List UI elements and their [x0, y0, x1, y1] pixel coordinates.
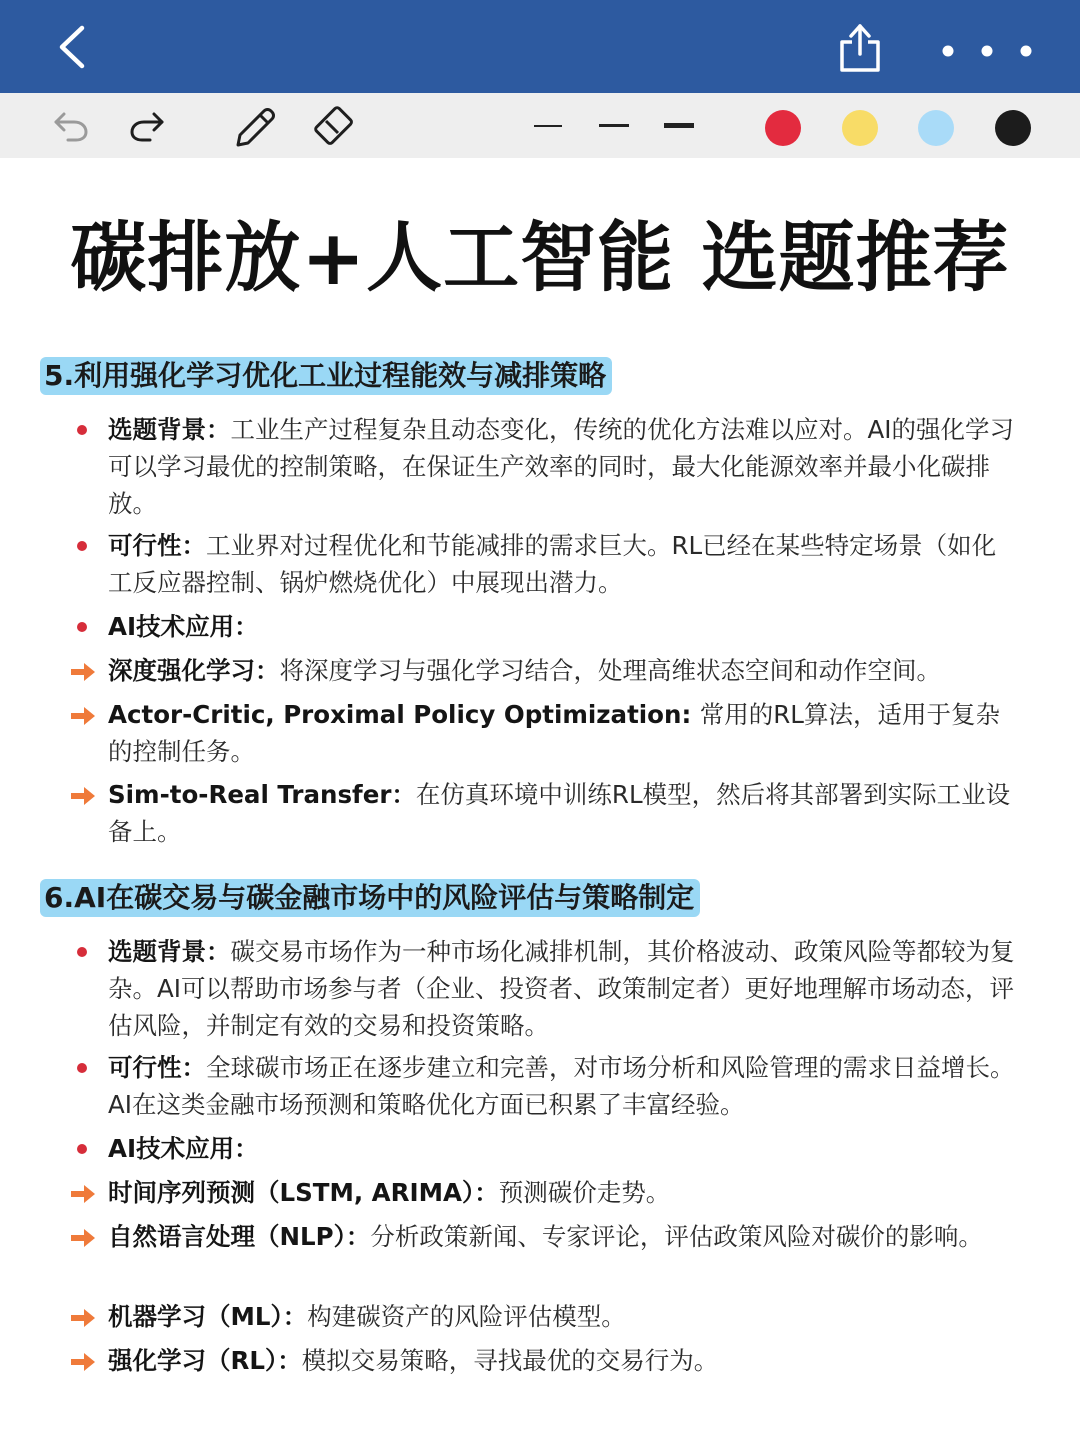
- item-text: 碳交易市场作为一种市场化减排机制，其价格波动、政策风险等都较为复杂。AI可以帮助市场参与者（企业、投资者、政策制定者）更好地理解市场动态，评估风险，并制定有效的交易和投资策略。: [108, 937, 1015, 1040]
- arrow-right-icon: [70, 662, 96, 682]
- bullet-dot-icon: [77, 1144, 87, 1154]
- more-options-icon[interactable]: [934, 36, 1038, 66]
- bullet-dot-icon: [77, 622, 87, 632]
- list-item: [108, 652, 1020, 689]
- arrow-right-icon: [70, 1352, 96, 1372]
- list-item: [108, 1298, 1020, 1335]
- color-swatch-blue[interactable]: [918, 110, 954, 146]
- back-arrow-icon[interactable]: [52, 22, 92, 72]
- item-text: 在仿真环境中训练RL模型，然后将其部署到实际工业设备上。: [108, 780, 1011, 846]
- item-label: 深度强化学习：: [108, 656, 280, 685]
- arrow-right-icon: [70, 1184, 96, 1204]
- list-item: [108, 1174, 1020, 1211]
- pencil-icon[interactable]: [232, 105, 278, 149]
- item-label: AI技术应用：: [108, 1134, 259, 1163]
- share-icon[interactable]: [836, 20, 884, 76]
- stroke-medium-option[interactable]: [599, 124, 629, 127]
- item-text: 分析政策新闻、专家评论，评估政策风险对碳价的影响。: [370, 1222, 983, 1251]
- redo-icon[interactable]: [128, 109, 166, 143]
- top-nav-bar: [0, 0, 1080, 93]
- stroke-thick-option[interactable]: [664, 123, 694, 128]
- item-label: Actor-Critic, Proximal Policy Optimization:: [108, 700, 700, 729]
- arrow-right-icon: [70, 706, 96, 726]
- item-text: 预测碳价走势。: [498, 1178, 671, 1207]
- item-label: 可行性：: [108, 1053, 206, 1082]
- bullet-dot-icon: [77, 1063, 87, 1073]
- list-item: [108, 696, 1020, 770]
- item-label: 机器学习（ML）：: [108, 1302, 308, 1331]
- arrow-right-icon: [70, 786, 96, 806]
- list-item: [108, 608, 1020, 645]
- item-text: 常用的RL算法，适用于复杂的控制任务。: [108, 700, 1000, 766]
- list-item: [108, 1218, 1020, 1255]
- list-item: [108, 933, 1020, 1044]
- list-item: [108, 411, 1020, 522]
- page-title: 碳排放+人工智能 选题推荐: [70, 213, 1010, 302]
- item-text: 工业生产过程复杂且动态变化，传统的优化方法难以应对。AI的强化学习可以学习最优的控制策略，在保证生产效率的同时，最大化能源效率并最小化碳排放。: [108, 415, 1014, 518]
- eraser-icon[interactable]: [312, 105, 358, 149]
- color-swatch-red[interactable]: [765, 110, 801, 146]
- bullet-dot-icon: [77, 947, 87, 957]
- list-item: [108, 527, 1020, 601]
- item-label: 时间序列预测（LSTM, ARIMA）：: [108, 1178, 499, 1207]
- item-text: 将深度学习与强化学习结合，处理高维状态空间和动作空间。: [279, 656, 941, 685]
- item-label: 选题背景：: [108, 415, 231, 444]
- list-item: [108, 1130, 1020, 1167]
- item-text: 全球碳市场正在逐步建立和完善，对市场分析和风险管理的需求日益增长。AI在这类金融市场预测和策略优化方面已积累了丰富经验。: [108, 1053, 1015, 1119]
- bullet-dot-icon: [77, 425, 87, 435]
- item-text: 模拟交易策略，寻找最优的交易行为。: [301, 1346, 719, 1375]
- section-heading-5: 5.利用强化学习优化工业过程能效与减排策略: [40, 357, 612, 395]
- item-label: AI技术应用：: [108, 612, 259, 641]
- list-item: [108, 776, 1020, 850]
- bullet-dot-icon: [77, 541, 87, 551]
- list-item: [108, 1049, 1020, 1123]
- item-label: 自然语言处理（NLP）：: [108, 1222, 371, 1251]
- arrow-right-icon: [70, 1228, 96, 1248]
- section-heading-6: 6.AI在碳交易与碳金融市场中的风险评估与策略制定: [40, 879, 700, 917]
- arrow-right-icon: [70, 1308, 96, 1328]
- color-swatch-yellow[interactable]: [842, 110, 878, 146]
- item-label: 可行性：: [108, 531, 206, 560]
- item-label: 选题背景：: [108, 937, 231, 966]
- stroke-thin-option[interactable]: [534, 125, 562, 127]
- item-text: 构建碳资产的风险评估模型。: [307, 1302, 626, 1331]
- item-label: 强化学习（RL）：: [108, 1346, 302, 1375]
- list-item: [108, 1342, 1020, 1379]
- undo-icon[interactable]: [52, 109, 90, 143]
- item-text: 工业界对过程优化和节能减排的需求巨大。RL已经在某些特定场景（如化工反应器控制、锅炉燃烧优化）中展现出潜力。: [108, 531, 997, 597]
- color-swatch-black[interactable]: [995, 110, 1031, 146]
- item-label: Sim-to-Real Transfer：: [108, 780, 416, 809]
